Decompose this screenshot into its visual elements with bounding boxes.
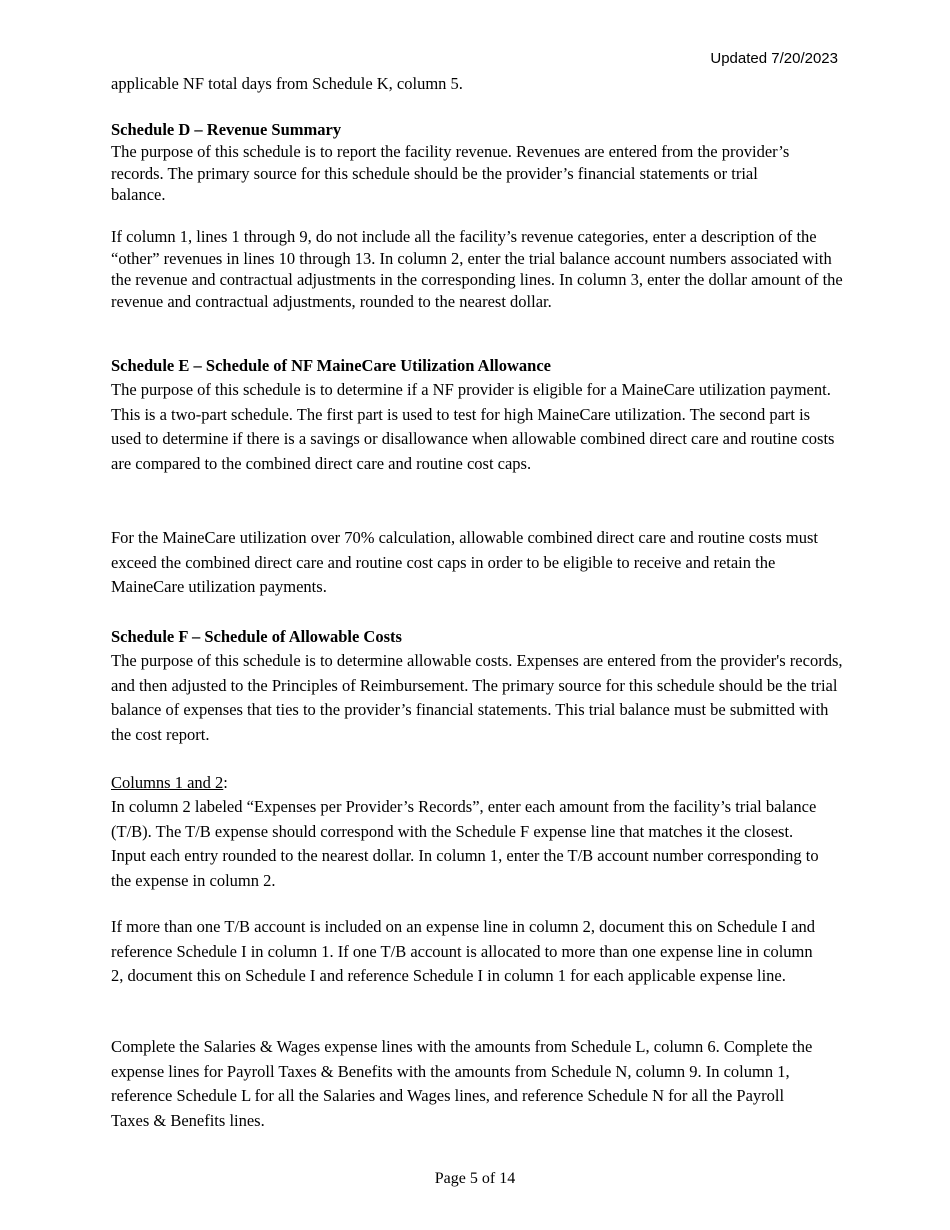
columns-instructions: In column 2 labeled “Expenses per Provider’s Records”, enter each amount from the facility’s trial balance (T/B). The T/B expense should correspond with the Schedule F expense line that matches it the closest. Input each entry rounded to the nearest dollar. In column 1, enter the T/B account number corresponding to the expense in column 2. [111,797,819,890]
columns-label-colon: : [223,773,228,792]
columns-label-text: Columns 1 and 2 [111,773,224,792]
columns-label [111,771,846,796]
schedule-e-utilization-note: For the MaineCare utilization over 70% calculation, allowable combined direct care and routine costs must exceed the combined direct care and routine cost caps in order to be eligible to receive and retain the MaineCare utilization payments. [111,528,818,597]
schedule-e-purpose: The purpose of this schedule is to determine if a NF provider is eligible for a MaineCare utilization payment. This is a two-part schedule. The first part is used to test for high MaineCare utilization. The second part is used to determine if there is a savings or disallowance when allowable combined direct care and routine costs are compared to the combined direct care and routine cost caps. [111,380,835,473]
page-number: Page 5 of 14 [434,1170,516,1187]
schedule-d-instructions: If column 1, lines 1 through 9, do not include all the facility’s revenue categories, enter a description of the “other” revenues in lines 10 through 13. In column 2, enter the trial balance account numbers associated with the revenue and contractual adjustments in the corresponding lines. In column 3, enter the dollar amount of the revenue and contractual adjustments, rounded to the nearest dollar. [111,227,843,311]
schedule-f-heading: Schedule F – Schedule of Allowable Costs [111,627,402,646]
salaries-instructions: Complete the Salaries & Wages expense lines with the amounts from Schedule L, column 6. Complete the expense lines for Payroll Taxes & Benefits with the amounts from Schedule N, column 9. In column 1, reference Schedule L for all the Salaries and Wages lines, and reference Schedule N for all the Payroll Taxes & Benefits lines. [111,1037,813,1130]
multiple-accounts-instructions: If more than one T/B account is included on an expense line in column 2, document this on Schedule I and reference Schedule I in column 1. If one T/B account is allocated to more than one expense line in column 2, document this on Schedule I and reference Schedule I in column 1 for each applicable expense line. [111,917,815,986]
schedule-f-purpose: The purpose of this schedule is to determine allowable costs. Expenses are entered from the provider's records, and then adjusted to the Principles of Reimbursement. The primary source for this schedule should be the trial balance of expenses that ties to the provider’s financial statements. This trial balance must be submitted with the cost report. [111,651,843,744]
schedule-d-heading: Schedule D – Revenue Summary [111,120,342,139]
intro-text: applicable NF total days from Schedule K, column 5. [111,74,463,93]
updated-date: Updated 7/20/2023 [710,50,838,67]
schedule-e-heading: Schedule E – Schedule of NF MaineCare Utilization Allowance [111,356,551,375]
schedule-d-purpose: The purpose of this schedule is to report the facility revenue. Revenues are entered from the provider’s records. The primary source for this schedule should be the provider’s financial statements or trial balance. [111,142,790,204]
